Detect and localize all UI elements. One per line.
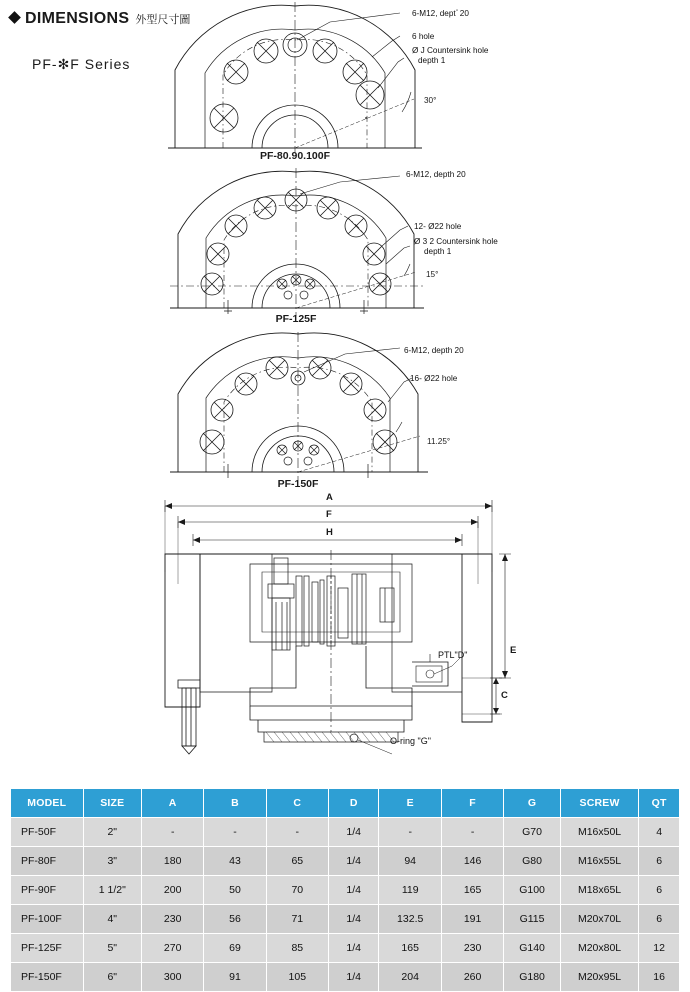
callout-bolt-spec-3: 6-M12, depth 20 — [404, 346, 464, 355]
cell-a: - — [142, 818, 204, 847]
th-f: F — [441, 789, 503, 818]
cell-a: 230 — [142, 905, 204, 934]
th-d: D — [328, 789, 378, 818]
cell-d: 1/4 — [328, 934, 378, 963]
cell-e: 119 — [379, 876, 441, 905]
th-size: SIZE — [83, 789, 142, 818]
cell-model: PF-90F — [11, 876, 84, 905]
cell-d: 1/4 — [328, 876, 378, 905]
callout-bolt-spec-1: 6-M12, deptﾟ20 — [412, 9, 469, 18]
table-row — [11, 876, 680, 905]
cell-g: G70 — [504, 818, 561, 847]
cell-screw: M16x50L — [560, 818, 638, 847]
cell-c: 105 — [266, 963, 328, 992]
cell-b: - — [204, 818, 266, 847]
callout-countersink-2b: depth 1 — [424, 247, 452, 256]
caption-pf-125f: PF-125F — [275, 313, 317, 325]
table-row — [11, 818, 680, 847]
table-row — [11, 963, 680, 992]
dim-label-f: F — [326, 509, 332, 520]
callout-countersink-2a: Ø 3 2 Countersink hole — [414, 237, 498, 246]
cell-c: 85 — [266, 934, 328, 963]
cell-g: G140 — [504, 934, 561, 963]
cell-model: PF-150F — [11, 963, 84, 992]
angle-label-2: 15° — [426, 270, 439, 279]
callout-countersink-1b: depth 1 — [418, 56, 446, 65]
cell-e: - — [379, 818, 441, 847]
callout-bolt-spec-2: 6-M12, depth 20 — [406, 170, 466, 179]
cell-b: 91 — [204, 963, 266, 992]
cell-b: 56 — [204, 905, 266, 934]
cell-b: 43 — [204, 847, 266, 876]
specifications-table — [10, 788, 680, 992]
cell-e: 204 — [379, 963, 441, 992]
callout-countersink-1a: Ø J Countersink hole — [412, 46, 489, 55]
th-c: C — [266, 789, 328, 818]
cell-a: 180 — [142, 847, 204, 876]
dim-label-h: H — [326, 527, 333, 538]
cell-e: 165 — [379, 934, 441, 963]
table-body — [11, 818, 680, 992]
cell-c: 70 — [266, 876, 328, 905]
cell-g: G115 — [504, 905, 561, 934]
cell-size: 4" — [83, 905, 142, 934]
cell-screw: M20x70L — [560, 905, 638, 934]
cell-size: 3" — [83, 847, 142, 876]
caption-pf-80-90-100f: PF-80.90.100F — [259, 150, 331, 162]
cell-e: 94 — [379, 847, 441, 876]
callout-oring-g: O-ring "G" — [390, 736, 431, 746]
cell-model: PF-80F — [11, 847, 84, 876]
page-title-chinese: 外型尺寸圖 — [135, 14, 191, 26]
cell-screw: M16x55L — [560, 847, 638, 876]
th-a: A — [142, 789, 204, 818]
th-qt: QT — [639, 789, 680, 818]
cell-qt: 6 — [639, 876, 680, 905]
drawing-pf-150f — [0, 332, 690, 482]
th-model: MODEL — [11, 789, 84, 818]
callout-hole-count-2: 12- Ø22 hole — [414, 222, 462, 231]
cell-a: 270 — [142, 934, 204, 963]
cell-f: 146 — [441, 847, 503, 876]
cell-c: 71 — [266, 905, 328, 934]
cell-f: 191 — [441, 905, 503, 934]
th-b: B — [204, 789, 266, 818]
table-row — [11, 847, 680, 876]
dim-label-a: A — [326, 492, 333, 503]
cell-model: PF-125F — [11, 934, 84, 963]
series-prefix: PF- — [32, 56, 58, 72]
cell-f: 165 — [441, 876, 503, 905]
cell-size: 2" — [83, 818, 142, 847]
dim-label-e: E — [510, 645, 517, 656]
cell-d: 1/4 — [328, 847, 378, 876]
cell-g: G80 — [504, 847, 561, 876]
cell-a: 200 — [142, 876, 204, 905]
cell-qt: 12 — [639, 934, 680, 963]
cell-qt: 6 — [639, 905, 680, 934]
cell-screw: M20x95L — [560, 963, 638, 992]
table-header-row — [11, 789, 680, 818]
angle-label-1: 30° — [424, 96, 437, 105]
cell-g: G180 — [504, 963, 561, 992]
table-row — [11, 934, 680, 963]
cell-f: 230 — [441, 934, 503, 963]
callout-ptl-d: PTL"D" — [438, 650, 468, 660]
dim-label-c: C — [501, 690, 508, 701]
cell-size: 1 1/2" — [83, 876, 142, 905]
cell-qt: 16 — [639, 963, 680, 992]
caption-pf-150f: PF-150F — [277, 478, 319, 490]
th-g: G — [504, 789, 561, 818]
cell-qt: 6 — [639, 847, 680, 876]
cell-f: - — [441, 818, 503, 847]
cell-qt: 4 — [639, 818, 680, 847]
cell-b: 50 — [204, 876, 266, 905]
series-star-icon: ✻ — [57, 56, 71, 72]
cell-c: 65 — [266, 847, 328, 876]
table-row — [11, 905, 680, 934]
th-screw: SCREW — [560, 789, 638, 818]
drawing-pf-125f — [0, 168, 690, 318]
cell-size: 6" — [83, 963, 142, 992]
callout-hole-count-1: 6 hole — [412, 32, 435, 41]
cell-f: 260 — [441, 963, 503, 992]
series-suffix: F Series — [70, 56, 131, 72]
cell-d: 1/4 — [328, 905, 378, 934]
cell-screw: M18x65L — [560, 876, 638, 905]
cell-model: PF-50F — [11, 818, 84, 847]
th-e: E — [379, 789, 441, 818]
cell-a: 300 — [142, 963, 204, 992]
cell-c: - — [266, 818, 328, 847]
drawing-section-view — [0, 492, 690, 782]
page-title: DIMENSIONS — [25, 10, 130, 27]
cell-d: 1/4 — [328, 963, 378, 992]
cell-g: G100 — [504, 876, 561, 905]
callout-hole-count-3: 16- Ø22 hole — [410, 374, 458, 383]
cell-model: PF-100F — [11, 905, 84, 934]
cell-size: 5" — [83, 934, 142, 963]
drawing-pf-80-90-100f — [0, 0, 690, 160]
angle-label-3: 11.25° — [427, 437, 451, 446]
cell-b: 69 — [204, 934, 266, 963]
cell-e: 132.5 — [379, 905, 441, 934]
cell-d: 1/4 — [328, 818, 378, 847]
cell-screw: M20x80L — [560, 934, 638, 963]
